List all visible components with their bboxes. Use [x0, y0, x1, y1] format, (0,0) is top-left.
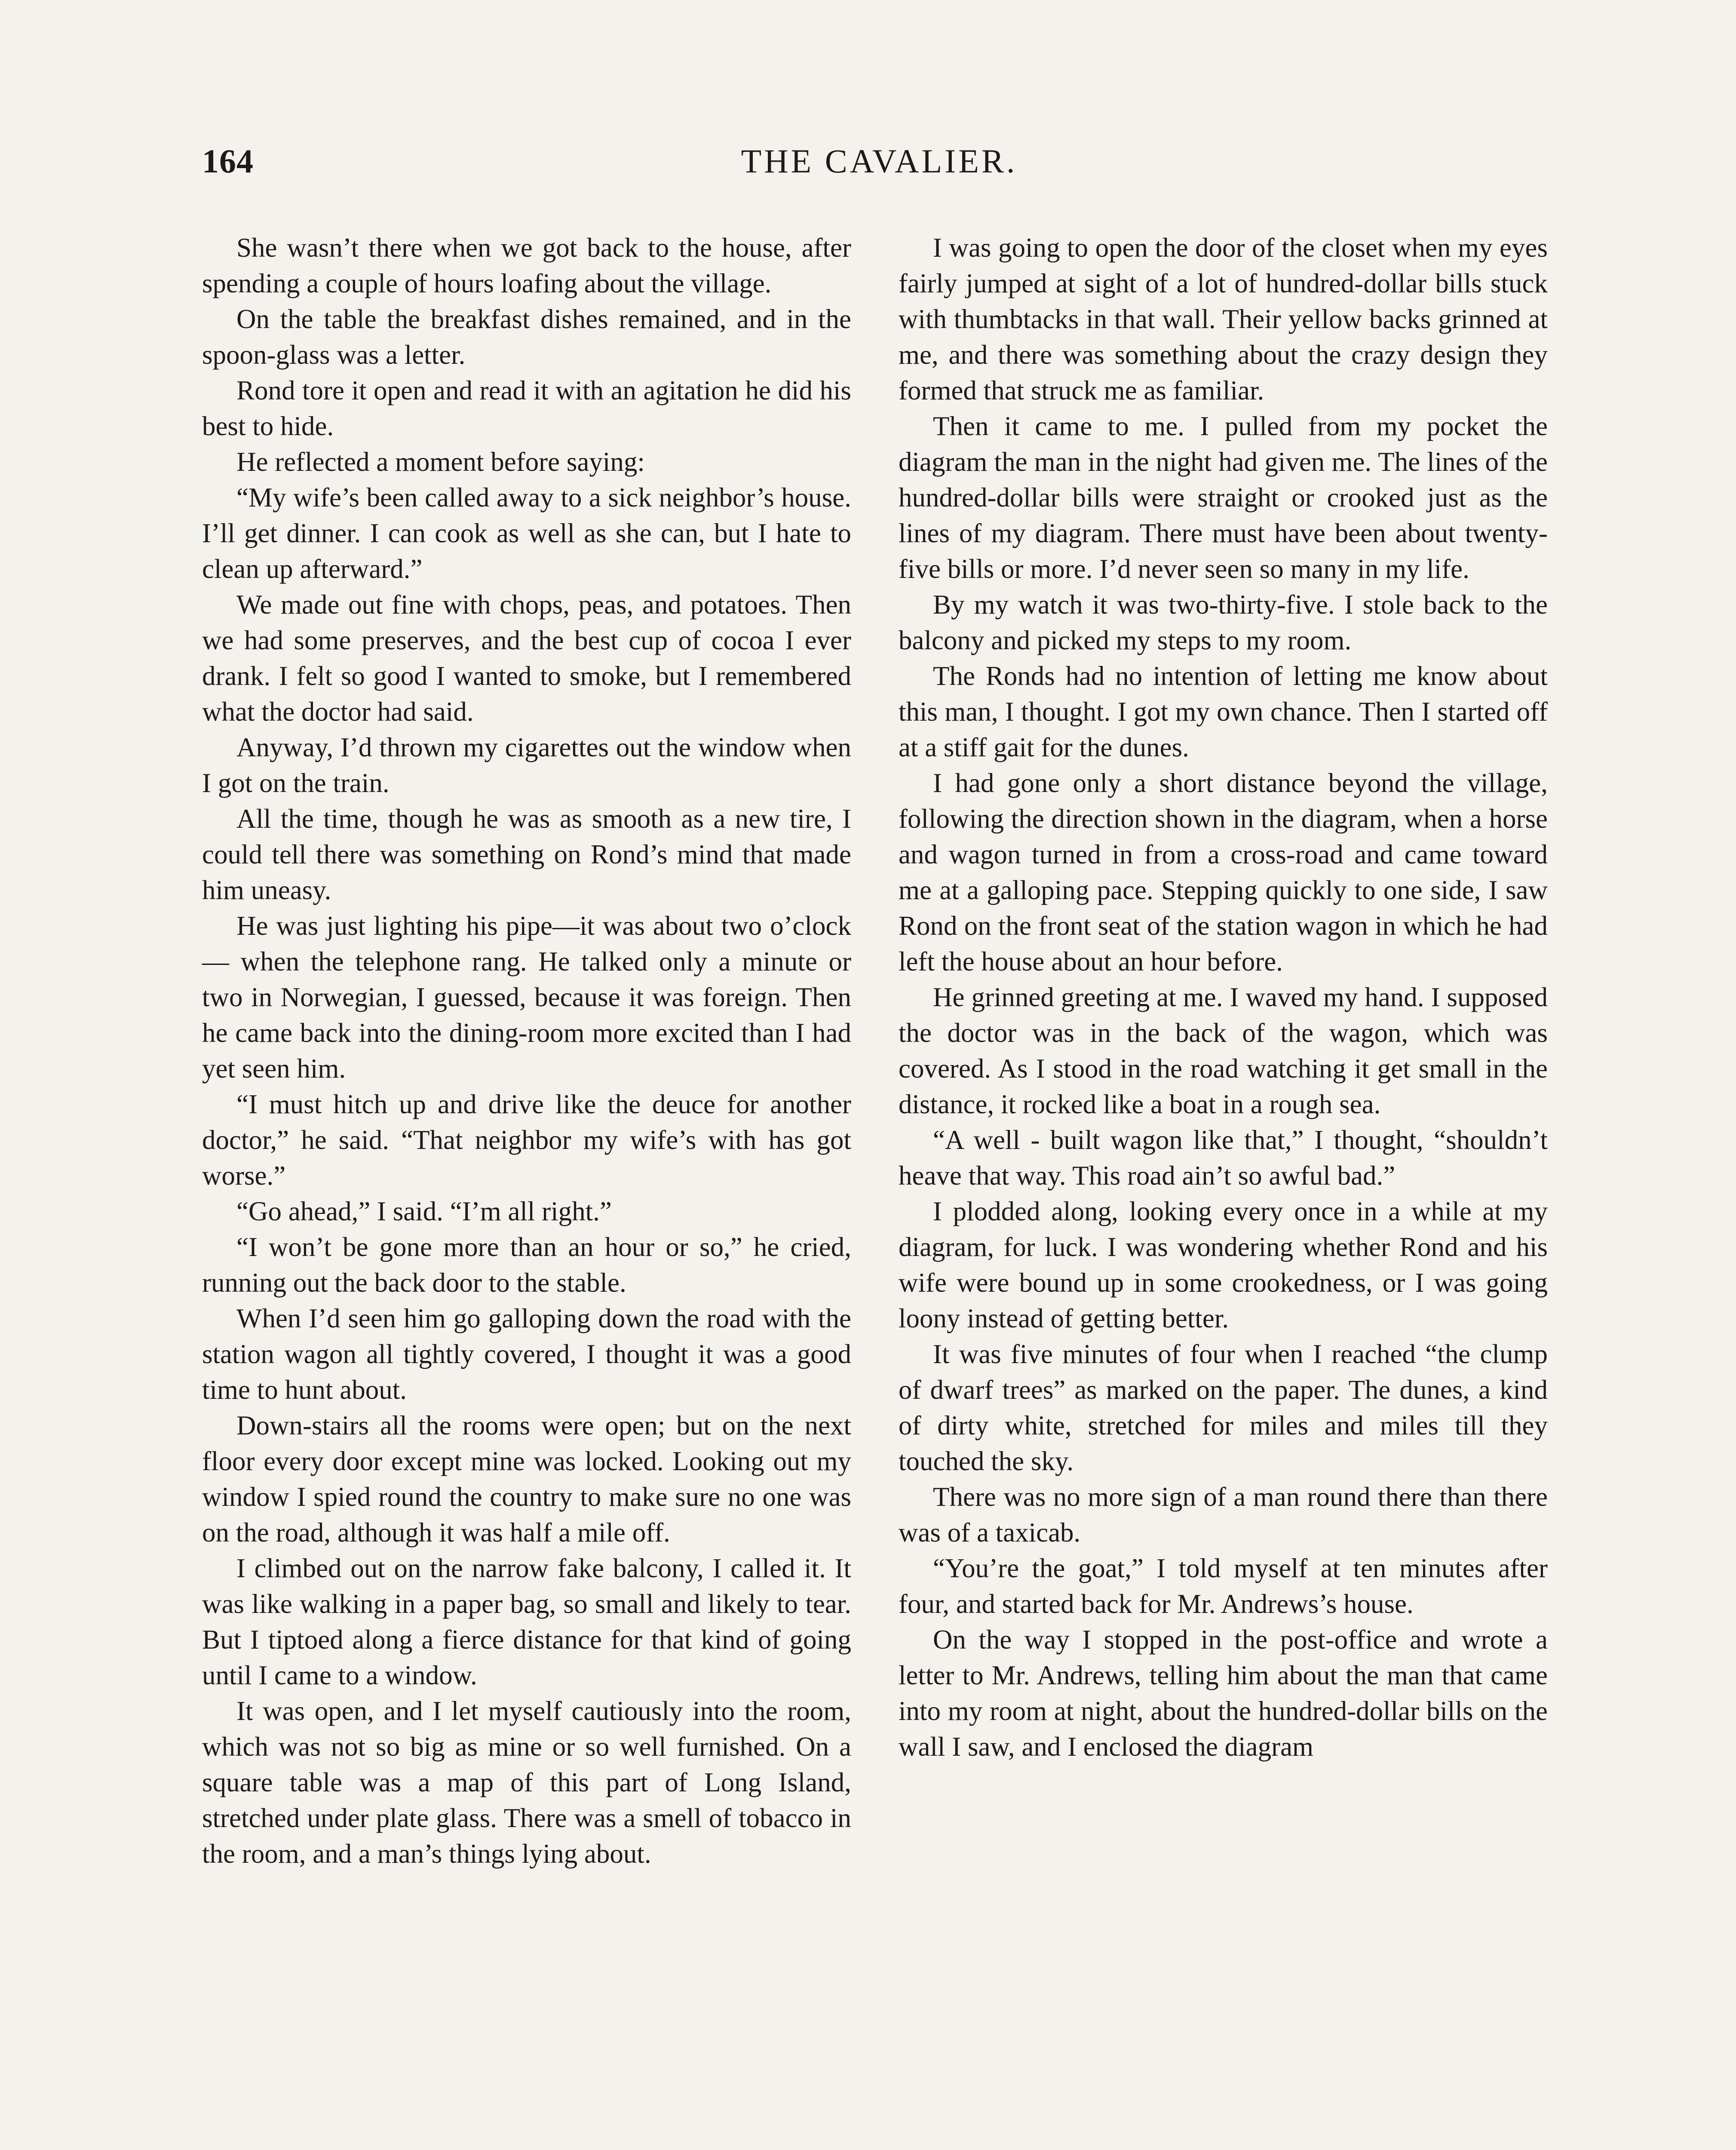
paragraph: I was going to open the door of the closet when my eyes fairly jumped at sight of a lot of hundred-dollar bills stuck with thumbtacks in that wall. Their yellow backs grinned at me, and there was something about the crazy design they formed that struck me as familiar.	[899, 233, 1548, 405]
paragraph: Down-stairs all the rooms were open; but on the next floor every door except mine was locked. Looking out my window I spied round the country to make sure no one was on the road, although it was half a mile off.	[202, 1410, 851, 1548]
page-number: 164	[202, 142, 254, 180]
running-title: THE CAVALIER.	[741, 142, 1018, 180]
paragraph: The Ronds had no intention of letting me know about this man, I thought. I got my own chance. Then I started off at a stiff gait for the dunes.	[899, 661, 1548, 762]
paragraph: She wasn’t there when we got back to the house, after spending a couple of hours loafing about the village.	[202, 233, 851, 298]
paragraph: “You’re the goat,” I told myself at ten minutes after four, and started back for Mr. Andrews’s house.	[899, 1553, 1548, 1619]
paragraph: “I won’t be gone more than an hour or so,” he cried, running out the back door to the stable.	[202, 1232, 851, 1298]
paragraph: Anyway, I’d thrown my cigarettes out the window when I got on the train.	[202, 732, 851, 798]
paragraph: I had gone only a short distance beyond the village, following the direction shown in the diagram, when a horse and wagon turned in from a cross-road and came toward me at a galloping pace. Stepping quickly to one side, I saw Rond on the front seat of the station wagon in which he had left the house about an hour before.	[899, 768, 1548, 977]
paragraph: Rond tore it open and read it with an agitation he did his best to hide.	[202, 375, 851, 441]
paragraph: It was five minutes of four when I reached “the clump of dwarf trees” as marked on the paper. The dunes, a kind of dirty white, stretched for miles and miles till they touched the sky.	[899, 1339, 1548, 1476]
paragraph: He grinned greeting at me. I waved my hand. I supposed the doctor was in the back of the wagon, which was covered. As I stood in the road watching it get small in the distance, it rocked like a boat in a rough sea.	[899, 982, 1548, 1119]
paragraph: We made out fine with chops, peas, and potatoes. Then we had some preserves, and the best cup of cocoa I ever drank. I felt so good I wanted to smoke, but I remembered what the doctor had said.	[202, 590, 851, 727]
paragraph: When I’d seen him go galloping down the road with the station wagon all tightly covered, I thought it was a good time to hunt about.	[202, 1303, 851, 1405]
paragraph: By my watch it was two-thirty-five. I stole back to the balcony and picked my steps to my room.	[899, 590, 1548, 655]
right-column	[899, 230, 1548, 1765]
paragraph: “I must hitch up and drive like the deuce for another doctor,” he said. “That neighbor my wife’s with has got worse.”	[202, 1089, 851, 1191]
paragraph: I plodded along, looking every once in a while at my diagram, for luck. I was wondering whether Rond and his wife were bound up in some crookedness, or I was going loony instead of getting better.	[899, 1196, 1548, 1333]
paragraph: On the way I stopped in the post-office and wrote a letter to Mr. Andrews, telling him about the man that came into my room at night, about the hundred-dollar bills on the wall I saw, and I enclosed the diagram	[899, 1625, 1548, 1762]
paragraph: “My wife’s been called away to a sick neighbor’s house. I’ll get dinner. I can cook as well as she can, but I hate to clean up afterward.”	[202, 482, 851, 584]
paragraph: On the table the breakfast dishes remained, and in the spoon-glass was a letter.	[202, 304, 851, 370]
paragraph: Then it came to me. I pulled from my pocket the diagram the man in the night had given me. The lines of the hundred-dollar bills were straight or crooked just as the lines of my diagram. There must have been about twenty-five bills or more. I’d never seen so many in my life.	[899, 411, 1548, 584]
left-column	[202, 230, 851, 1872]
paragraph: All the time, though he was as smooth as a new tire, I could tell there was something on Rond’s mind that made him uneasy.	[202, 804, 851, 905]
page-header	[202, 142, 1556, 189]
paragraph: “Go ahead,” I said. “I’m all right.”	[236, 1196, 612, 1226]
paragraph: There was no more sign of a man round there than there was of a taxicab.	[899, 1482, 1548, 1548]
paragraph: “A well - built wagon like that,” I thought, “shouldn’t heave that way. This road ain’t so awful bad.”	[899, 1125, 1548, 1191]
paragraph: I climbed out on the narrow fake balcony, I called it. It was like walking in a paper bag, so small and likely to tear. But I tiptoed along a fierce distance for that kind of going until I came to a window.	[202, 1553, 851, 1690]
paragraph: He was just lighting his pipe—it was about two o’clock — when the telephone rang. He talked only a minute or two in Norwegian, I guessed, because it was foreign. Then he came back into the dining-room more excited than I had yet seen him.	[202, 911, 851, 1084]
paragraph: He reflected a moment before saying:	[236, 447, 645, 477]
paragraph: It was open, and I let myself cautiously into the room, which was not so big as mine or so well furnished. On a square table was a map of this part of Long Island, stretched under plate glass. There was a smell of tobacco in the room, and a man’s things lying about.	[202, 1696, 851, 1869]
